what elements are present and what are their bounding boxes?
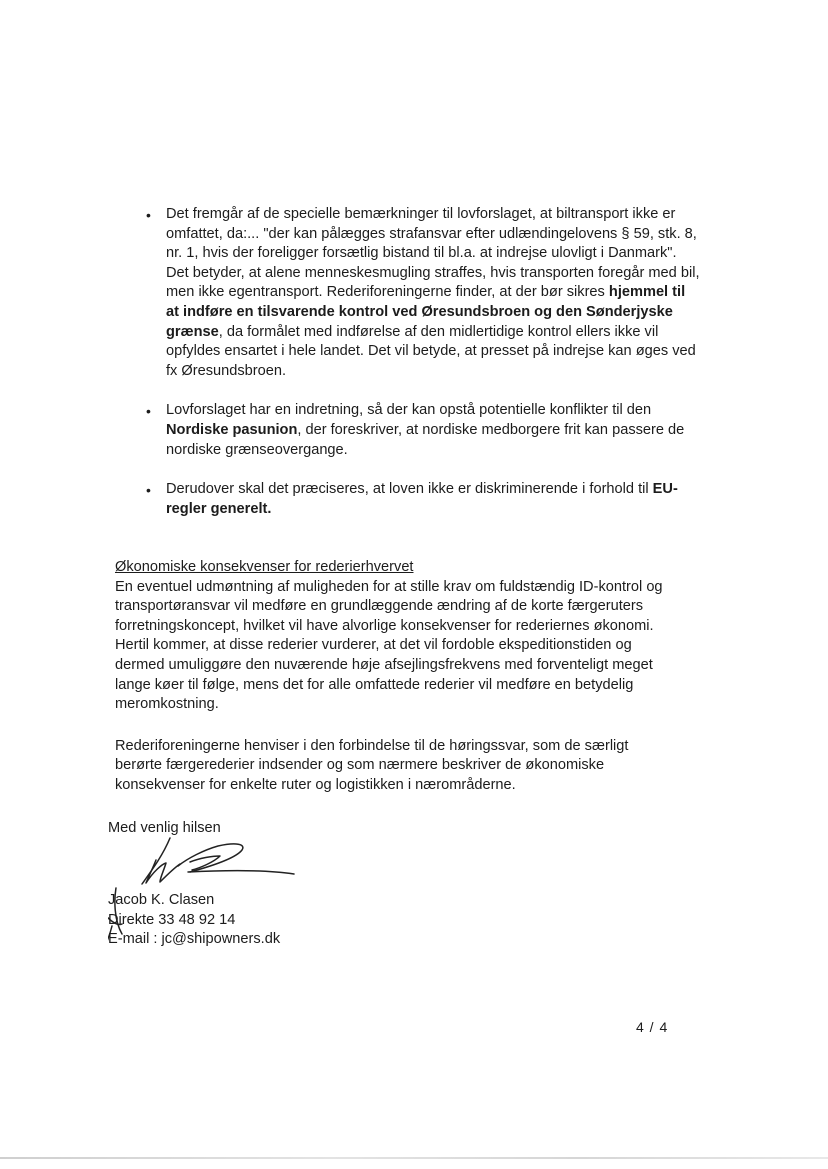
signer-phone: Direkte 33 48 92 14	[108, 911, 236, 928]
bullet-text: Derudover skal det præciseres, at loven ikke er diskriminerende i forhold til	[166, 481, 653, 498]
bullet-bold-text: EU-regler generelt.	[166, 481, 678, 517]
bullet-dot: •	[146, 207, 151, 223]
signer-block	[108, 891, 280, 950]
page-number: 4 / 4	[636, 1019, 669, 1035]
bullet-item	[140, 401, 700, 460]
bullet-dot: •	[146, 482, 151, 499]
scan-edge-line	[0, 1157, 828, 1159]
section-paragraph: Rederiforeningerne henviser i den forbindelse til de høringssvar, som de særligt berørte færgerederier indsender og som nærmere beskriver de økonomiske konsekvenser for enkelte ruter og logistikken i nærområderne.	[115, 737, 629, 793]
section-paragraph: En eventuel udmøntning af muligheden for at stille krav om fuldstændig ID-kontrol og transportøransvar vil medføre en grundlæggende ændring af de korte færgeruters forretningskoncept, hvilket vil have alvorlige konsekvenser for rederiernes økonomi. Hertil kommer, at disse rederier vurderer, at det vil fordoble ekspeditionstiden og dermed umuliggøre den nuværende høje afsejlingsfrekvens med forventeligt meget lange køer til følge, mens det for alle omfattede rederier vil medføre en betydelig meromkostning.	[115, 578, 663, 713]
bullet-text: Lovforslaget har en indretning, så der kan opstå potentielle konflikter til den	[166, 402, 652, 419]
section-heading: Økonomiske konsekvenser for rederierhvervet	[115, 559, 414, 575]
bullet-list	[140, 205, 700, 539]
bullet-item	[140, 480, 700, 519]
bullet-text: , der foreskriver, at nordiske medborgere frit kan passere de nordiske grænseovergange.	[166, 421, 685, 458]
bullet-item	[140, 205, 700, 381]
bullet-text: , da formålet med indførelse af den midlertidige kontrol ellers ikke vil opfyldes ensartet i hele landet. Det vil betyde, at presset på indrejse kan øges ved fx Øresundsbroen.	[166, 323, 696, 379]
bullet-bold-text: Nordiske pasunion	[166, 421, 298, 438]
bullet-dot: •	[146, 403, 151, 420]
signer-name: Jacob K. Clasen	[108, 892, 215, 908]
signer-email: E-mail : jc@shipowners.dk	[108, 931, 281, 948]
economic-section	[115, 558, 675, 796]
bullet-bold-text: hjemmel til at indføre en tilsvarende kontrol ved Øresundsbroen og den Sønderjyske grænse	[166, 284, 686, 340]
closing-greeting: Med venlig hilsen	[108, 820, 221, 836]
bullet-text: Det fremgår af de specielle bemærkninger til lovforslaget, at biltransport ikke er omfattet, da:... "der kan pålægges strafansvar efter udlændingelovens § 59, stk. 8, nr. 1, hvis der foreligger forsætlig bistand til bl.a. at indrejse ulovligt i Danmark". Det betyder, at alene menneskesmugling straffes, hvis transporten foregår med bil, men ikke egentransport. Rederiforeningerne finder, at der bør sikres	[166, 206, 700, 301]
